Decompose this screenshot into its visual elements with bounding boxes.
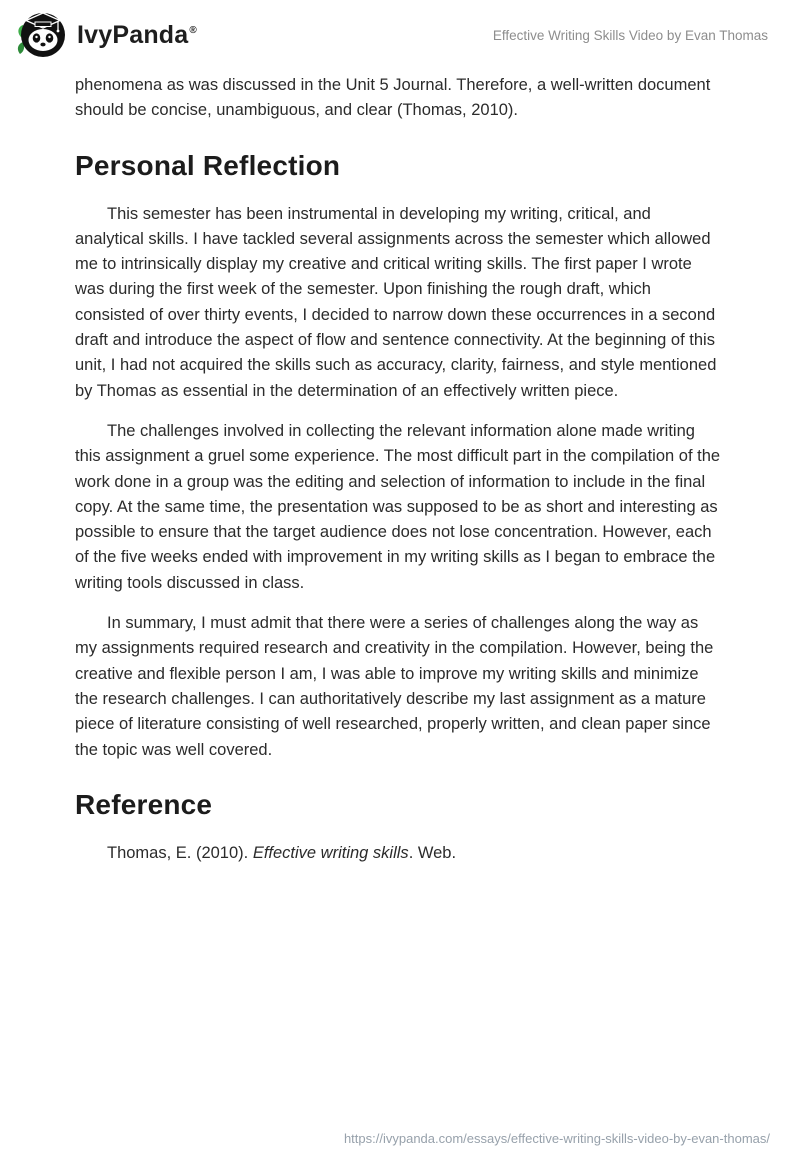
reference-suffix: . Web. (408, 843, 457, 862)
registered-mark: ® (189, 25, 197, 37)
section-heading-reference: Reference (75, 788, 213, 820)
essay-content (0, 60, 800, 866)
reference-prefix: Thomas, E. (2010). (107, 843, 253, 862)
ivypanda-logo-icon (14, 8, 68, 62)
reference-entry (75, 841, 722, 866)
page-header (0, 0, 800, 60)
brand-name (77, 21, 197, 50)
document-title: Effective Writing Skills Video by Evan Thomas (492, 27, 768, 43)
source-url-link[interactable]: https://ivypanda.com/essays/effective-writing-skills-video-by-evan-thomas/ (343, 1131, 770, 1146)
paragraph-1: This semester has been instrumental in developing my writing, critical, and analytical skills. I have tackled several assignments across the semester which allowed me to intrinsically display my creative and critical writing skills. The first paper I wrote was during the first week of the semester. Upon finishing the rough draft, which consisted of over thirty events, I decided to narrow down these occurrences in a second draft and introduce the aspect of flow and sentence connectivity. At the beginning of this unit, I had not acquired the skills such as accuracy, clarity, fairness, and style mentioned by Thomas as essential in the determination of an effectively written piece. (75, 204, 717, 400)
paragraph-continuation: phenomena as was discussed in the Unit 5 Journal. Therefore, a well-written document should be concise, unambiguous, and clear (Thomas, 2010). (75, 76, 711, 120)
brand-name-text: IvyPanda (77, 20, 189, 49)
page-footer (344, 1130, 770, 1148)
section-heading-personal-reflection: Personal Reflection (75, 149, 341, 181)
paragraph-2: The challenges involved in collecting the relevant information alone made writing this assignment a gruel some experience. The most difficult part in the compilation of the work done in a group was the editing and selection of information to include in the final copy. At the same time, the presentation was supposed to be as short and interesting as possible to ensure that the target audience does not lose concentration. However, each of the five weeks ended with improvement in my writing skills as I began to embrace the writing tools discussed in class. (75, 421, 721, 592)
paragraph-3: In summary, I must admit that there were a series of challenges along the way as my assignments required research and creativity in the compilation. However, being the creative and flexible person I am, I was able to improve my writing skills and minimize the research challenges. I can authoritatively describe my last assignment as a mature piece of literature consisting of well researched, properly written, and clean paper since the topic was well covered. (75, 614, 714, 759)
brand[interactable] (14, 8, 197, 62)
reference-title-italic: Effective writing skills (252, 843, 409, 862)
